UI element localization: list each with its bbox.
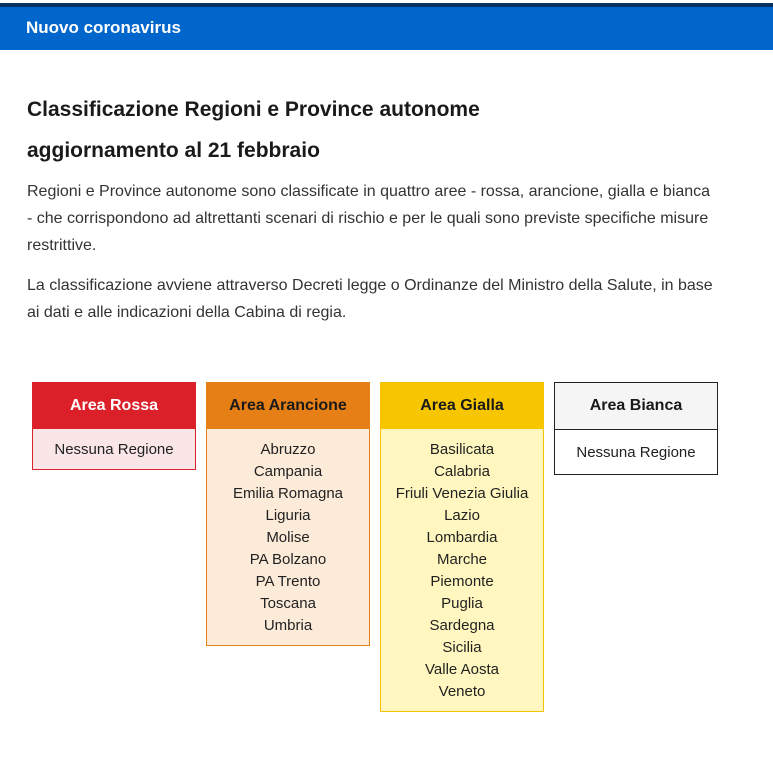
- region-item: Sardegna: [429, 617, 495, 634]
- area-gialla-card: [380, 382, 544, 712]
- region-item: Molise: [266, 529, 310, 546]
- region-item: PA Trento: [255, 573, 321, 590]
- area-title: Area Arancione: [207, 383, 369, 429]
- area-bianca-card: [554, 382, 718, 475]
- region-list: [207, 429, 369, 645]
- region-item: Campania: [253, 463, 323, 480]
- header-bar: [0, 7, 773, 50]
- area-title: Area Bianca: [555, 383, 717, 430]
- region-list: [33, 429, 195, 469]
- region-item: Basilicata: [429, 441, 495, 458]
- page-title: Classificazione Regioni e Province autonome: [27, 98, 480, 121]
- region-item: Nessuna Regione: [576, 444, 696, 461]
- region-item: Sicilia: [442, 639, 482, 656]
- region-item: Lazio: [444, 507, 480, 524]
- region-item: Piemonte: [430, 573, 494, 590]
- region-item: Liguria: [265, 507, 311, 524]
- classification-paragraph: La classificazione avviene attraverso Decreti legge o Ordinanze del Ministro della Salute, in base ai dati e alle indicazioni della Cabina di regia.: [27, 277, 713, 321]
- region-item: PA Bolzano: [249, 551, 327, 568]
- region-list: [381, 429, 543, 711]
- region-item: Toscana: [260, 595, 316, 612]
- area-title: Area Gialla: [381, 383, 543, 429]
- area-rossa-card: [32, 382, 196, 470]
- region-list: [555, 430, 717, 474]
- region-item: Friuli Venezia Giulia: [395, 485, 529, 502]
- region-item: Valle Aosta: [425, 661, 499, 678]
- region-item: Lombardia: [426, 529, 498, 546]
- page-subtitle: aggiornamento al 21 febbraio: [27, 139, 320, 162]
- region-item: Veneto: [438, 683, 486, 700]
- region-item: Umbria: [263, 617, 313, 634]
- region-item: Puglia: [441, 595, 483, 612]
- region-item: Emilia Romagna: [232, 485, 344, 502]
- region-item: Marche: [436, 551, 488, 568]
- intro-paragraph: Regioni e Province autonome sono classificate in quattro aree - rossa, arancione, gialla e bianca - che corrispondono ad altrettanti scenari di rischio e per le quali sono previste specifiche misure restrittive.: [27, 183, 711, 254]
- region-item: Nessuna Regione: [54, 441, 174, 458]
- region-item: Calabria: [434, 463, 490, 480]
- area-title: Area Rossa: [33, 383, 195, 429]
- header-title[interactable]: Nuovo coronavirus: [26, 18, 181, 37]
- area-arancione-card: [206, 382, 370, 646]
- region-item: Abruzzo: [260, 441, 316, 458]
